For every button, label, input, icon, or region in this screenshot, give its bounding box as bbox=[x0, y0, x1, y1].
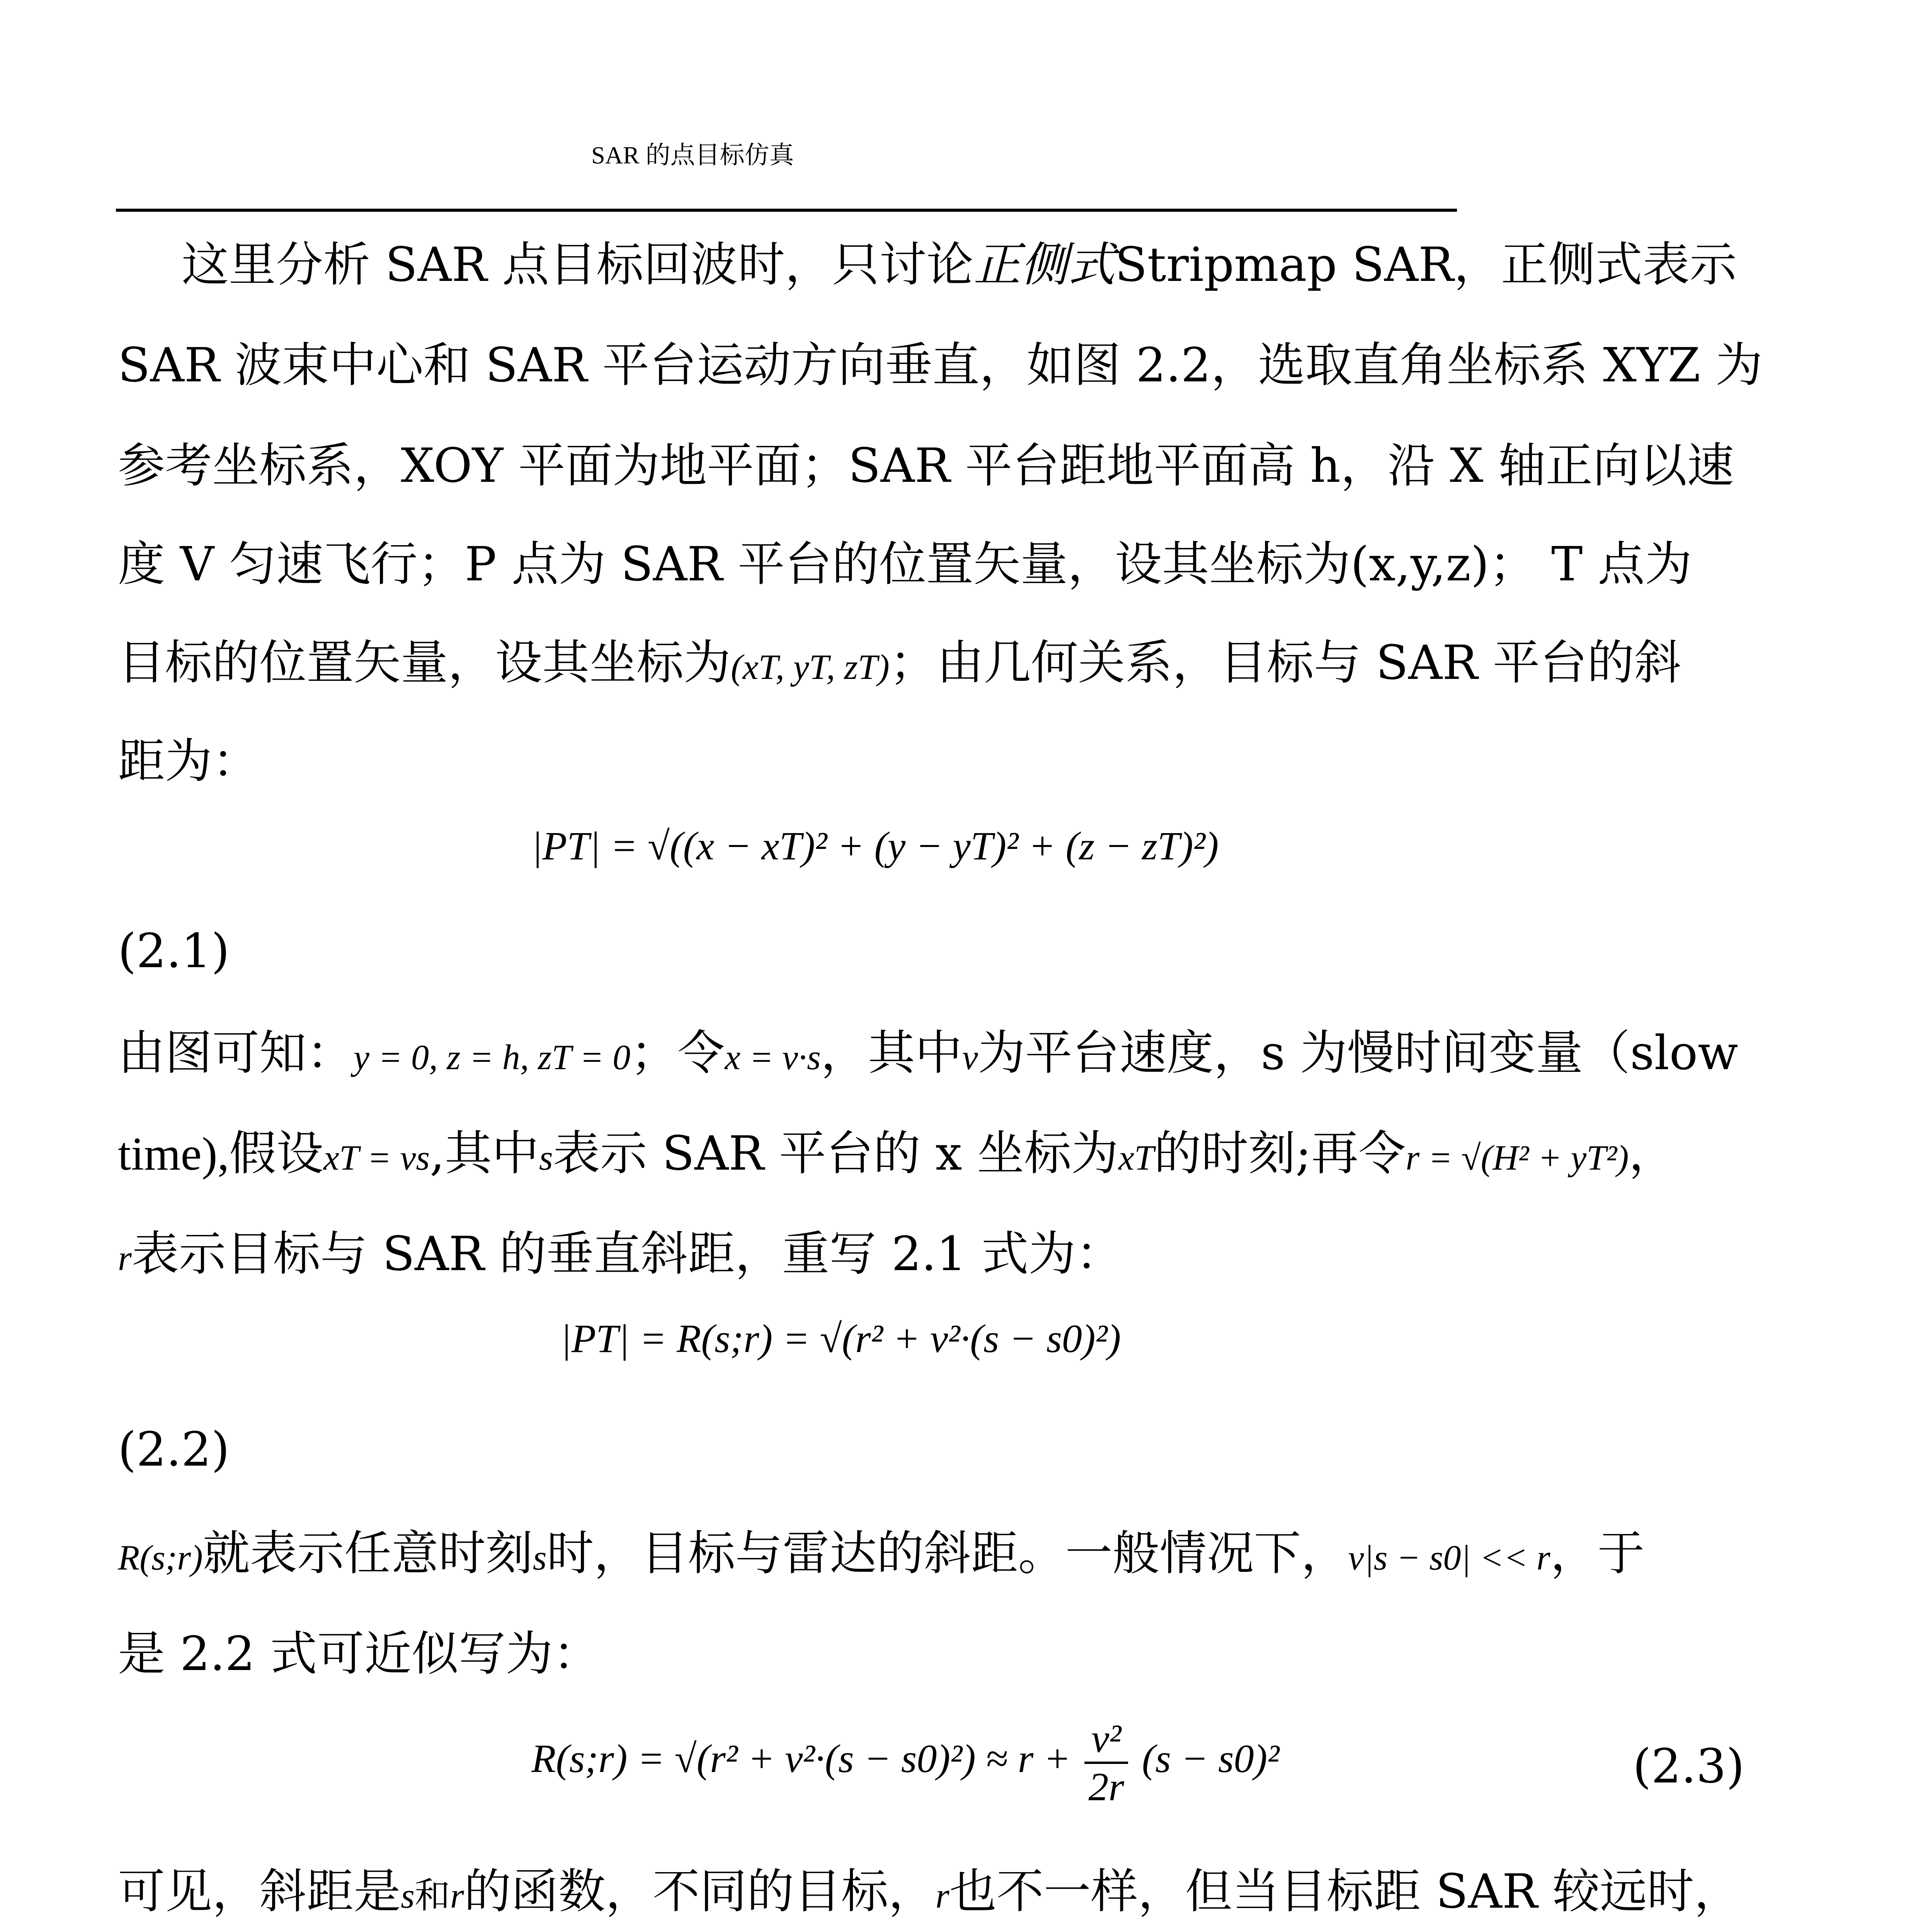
paragraph-1-line-3: 参考坐标系，XOY 平面为地平面；SAR 平台距地平面高 h，沿 X 轴正向以速 bbox=[118, 438, 1734, 493]
text-run: 表示 SAR 平台的 x 坐标为 bbox=[553, 1126, 1119, 1181]
running-header: SAR 的点目标仿真 bbox=[591, 141, 794, 169]
inline-math: v|s − s0| << r bbox=[1348, 1538, 1550, 1577]
equation-rhs: (s − s0)² bbox=[1142, 1736, 1280, 1781]
paragraph-1-line-6: 距为： bbox=[118, 734, 259, 789]
text-run: ；令 bbox=[630, 1026, 725, 1080]
text-run: 时，目标与雷达的斜距。一般情况下， bbox=[546, 1526, 1348, 1581]
equation-2-2: |PT| = R(s;r) = √(r² + v²·(s − s0)²) bbox=[560, 1316, 1121, 1361]
equation-number-2-2: (2.2) bbox=[118, 1422, 230, 1477]
inline-math: xT = vs bbox=[323, 1138, 430, 1177]
paragraph-1-line-1 bbox=[182, 236, 1737, 294]
fraction-numerator: v² bbox=[1084, 1716, 1128, 1764]
inline-math: r = √(H² + yT²) bbox=[1406, 1138, 1629, 1177]
text-run: ；由几何关系，目标与 SAR 平台的斜 bbox=[889, 635, 1681, 690]
inline-math: R(s;r) bbox=[118, 1538, 203, 1577]
inline-math: y = 0, z = h, zT = 0 bbox=[354, 1037, 631, 1077]
text-run: time),假设 bbox=[118, 1128, 323, 1180]
paragraph-2-line-1 bbox=[118, 1024, 1738, 1086]
equation-2-1: |PT| = √((x − xT)² + (y − yT)² + (z − zT)²) bbox=[531, 824, 1219, 868]
text-run: 的时刻;再令 bbox=[1154, 1126, 1406, 1181]
text-run: ,其中 bbox=[430, 1126, 539, 1181]
text-run: 这里分析 SAR 点目标回波时，只讨论 bbox=[182, 237, 974, 292]
paragraph-2-line-2 bbox=[118, 1124, 1676, 1187]
emphasis-term: 正侧式 bbox=[973, 237, 1115, 292]
paragraph-1-line-4: 度 V 匀速飞行；P 点为 SAR 平台的位置矢量，设其坐标为(x,y,z)； T 点为 bbox=[118, 537, 1692, 592]
text-run: 可见，斜距是 bbox=[118, 1864, 401, 1919]
fraction-denominator: 2r bbox=[1088, 1765, 1124, 1809]
inline-math: v bbox=[962, 1037, 978, 1077]
text-run: 目标的位置矢量，设其坐标为 bbox=[118, 635, 731, 690]
inline-math: xT bbox=[1118, 1138, 1154, 1177]
paragraph-1-line-5 bbox=[118, 634, 1681, 696]
equation-lhs: R(s;r) = √(r² + v²·(s − s0)²) ≈ r + bbox=[531, 1736, 1071, 1781]
inline-math: r bbox=[935, 1876, 950, 1915]
text-run: 表示目标与 SAR 的垂直斜距，重写 2.1 式为： bbox=[131, 1226, 1123, 1281]
target-coordinates-math: (xT, yT, zT) bbox=[731, 647, 890, 687]
inline-math: 和 bbox=[414, 1876, 450, 1915]
inline-math: r bbox=[450, 1876, 464, 1915]
text-run: Stripmap SAR，正侧式表示 bbox=[1115, 237, 1737, 292]
paragraph-1-line-2: SAR 波束中心和 SAR 平台运动方向垂直，如图 2.2，选取直角坐标系 XYZ 为 bbox=[118, 338, 1763, 393]
fraction bbox=[1084, 1716, 1128, 1810]
equation-number-2-1: (2.1) bbox=[118, 923, 230, 978]
text-run: ，其中 bbox=[820, 1026, 962, 1080]
text-run: 的函数，不同的目标， bbox=[464, 1864, 936, 1919]
paragraph-2-line-3 bbox=[118, 1225, 1123, 1287]
paragraph-3-line-1 bbox=[118, 1524, 1645, 1587]
paragraph-3-line-2: 是 2.2 式可近似写为： bbox=[118, 1626, 600, 1681]
text-run: 为平台速度，s 为慢时间变量（slow bbox=[978, 1026, 1738, 1080]
text-run: 由图可知： bbox=[118, 1026, 354, 1080]
equation-2-3 bbox=[531, 1716, 1279, 1810]
inline-math: r bbox=[118, 1238, 132, 1278]
inline-math: x = v·s bbox=[725, 1037, 821, 1077]
text-run: ， bbox=[1629, 1126, 1676, 1181]
equation-number-2-3: (2.3) bbox=[1633, 1739, 1745, 1794]
text-run: 也不一样，但当目标距 SAR 较远时， bbox=[949, 1864, 1741, 1919]
inline-math: s bbox=[539, 1138, 553, 1177]
inline-math: s bbox=[533, 1538, 547, 1577]
paragraph-4-line-1 bbox=[118, 1862, 1741, 1925]
text-run: 就表示任意时刻 bbox=[203, 1526, 533, 1581]
header-divider bbox=[116, 209, 1457, 212]
inline-math: s bbox=[401, 1876, 415, 1915]
text-run: ，于 bbox=[1550, 1526, 1645, 1581]
